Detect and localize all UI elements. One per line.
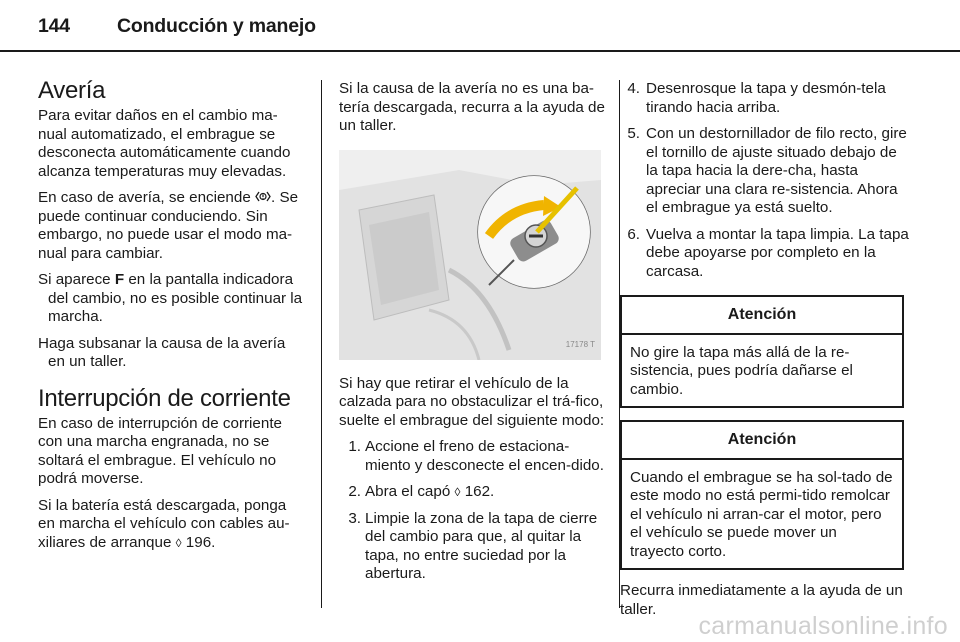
step-text: Abra el capó	[365, 483, 451, 500]
column-1	[38, 78, 306, 560]
ref-arrow-icon: ◊	[454, 485, 461, 499]
notice-body: No gire la tapa más allá de la re-sistencia, pues podría dañarse el cambio.	[630, 343, 853, 398]
notice-title: Atención	[622, 422, 902, 460]
heading-averia: Avería	[38, 77, 106, 104]
list-item	[620, 80, 910, 117]
paragraph	[38, 497, 306, 553]
column-3	[620, 80, 910, 627]
paragraph: Para evitar daños en el cambio ma-nual automatizado, el embrague se desconecta automáticamente cuando alcanza temperaturas muy elevadas.	[38, 107, 291, 180]
gear-display-f: F	[114, 271, 125, 288]
paragraph-text: . Se puede continuar conduciendo. Sin embargo, no puede usar el modo ma-nual para cambiar.	[38, 189, 299, 262]
header-divider	[0, 50, 960, 52]
steps-list	[620, 80, 910, 281]
notice-title: Atención	[622, 297, 902, 335]
notice-body: Cuando el embrague se ha sol-tado de este modo no está permi-tido remolcar el vehículo ni arran-car el motor, pero el vehículo se puede mover un trayecto corto.	[630, 468, 893, 560]
paragraph: Recurra inmediatamente a la ayuda de un taller.	[620, 582, 903, 618]
notice-box	[620, 420, 904, 570]
paragraph: En caso de interrupción de corriente con una marcha engranada, no se soltará el embrague. El vehículo no podrá moverse.	[38, 414, 282, 487]
paragraph: Haga subsanar la causa de la avería en un taller.	[38, 334, 286, 370]
step-number: 2.	[348, 483, 361, 500]
paragraph: Si hay que retirar el vehículo de la calzada para no obstaculizar el trá-fico, suelte el embrague del siguiente modo:	[339, 374, 605, 429]
step-text: Con un destornillador de filo recto, gire el tornillo de ajuste situado debajo de la tapa hacia la dere-cha, hasta apreciar una clara re-sistencia. Ahora el embrague ya está suelto.	[646, 125, 907, 216]
list-item	[620, 125, 910, 218]
heading-interrupcion: Interrupción de corriente	[38, 384, 291, 412]
watermark: carmanualsonline.info	[698, 612, 948, 640]
column-2	[339, 80, 607, 592]
footer	[0, 612, 960, 642]
page-reference[interactable]: 162.	[464, 483, 495, 500]
step-number: 5.	[627, 125, 640, 142]
step-number: 3.	[348, 509, 361, 527]
step-number: 1.	[348, 438, 361, 455]
figure-code: 17178 T	[565, 340, 595, 349]
paragraph-text: En caso de avería, se enciende	[38, 189, 251, 206]
paragraph-text: en la pantalla indicadora del cambio, no es posible continuar la marcha.	[48, 271, 303, 325]
paragraph-text: Si aparece	[38, 271, 111, 288]
engine-bay-drawing	[339, 150, 601, 360]
column-divider-1	[321, 80, 322, 608]
step-text: Limpie la zona de la tapa de cierre del cambio para que, al quitar la tapa, no entre suciedad por la abertura.	[365, 509, 598, 582]
paragraph: Si la causa de la avería no es una ba-tería descargada, recurra a la ayuda de un taller.	[339, 80, 605, 134]
list-item	[339, 510, 607, 584]
clutch-warning-icon	[255, 189, 271, 206]
steps-list	[339, 438, 607, 584]
paragraph-text: Si la batería está descargada, ponga en marcha el vehículo con cables au-xiliares de arranque	[38, 496, 290, 551]
paragraph	[38, 189, 306, 263]
gearbox-cover-illustration	[339, 150, 601, 360]
step-number: 4.	[627, 80, 640, 97]
step-number: 6.	[627, 225, 640, 243]
section-title: Conducción y manejo	[117, 15, 316, 37]
step-text: Accione el freno de estaciona-miento y desconecte el encen-dido.	[365, 438, 604, 474]
page-reference[interactable]: 196.	[185, 533, 216, 551]
paragraph	[38, 271, 306, 327]
list-item	[339, 483, 607, 502]
page-number: 144	[38, 15, 70, 37]
list-item	[620, 226, 910, 282]
list-item	[339, 438, 607, 475]
step-text: Desenrosque la tapa y desmón-tela tirando hacia arriba.	[646, 80, 886, 116]
ref-arrow-icon: ◊	[175, 535, 182, 550]
notice-box	[620, 295, 904, 408]
step-text: Vuelva a montar la tapa limpia. La tapa debe apoyarse por completo en la carcasa.	[646, 225, 909, 280]
